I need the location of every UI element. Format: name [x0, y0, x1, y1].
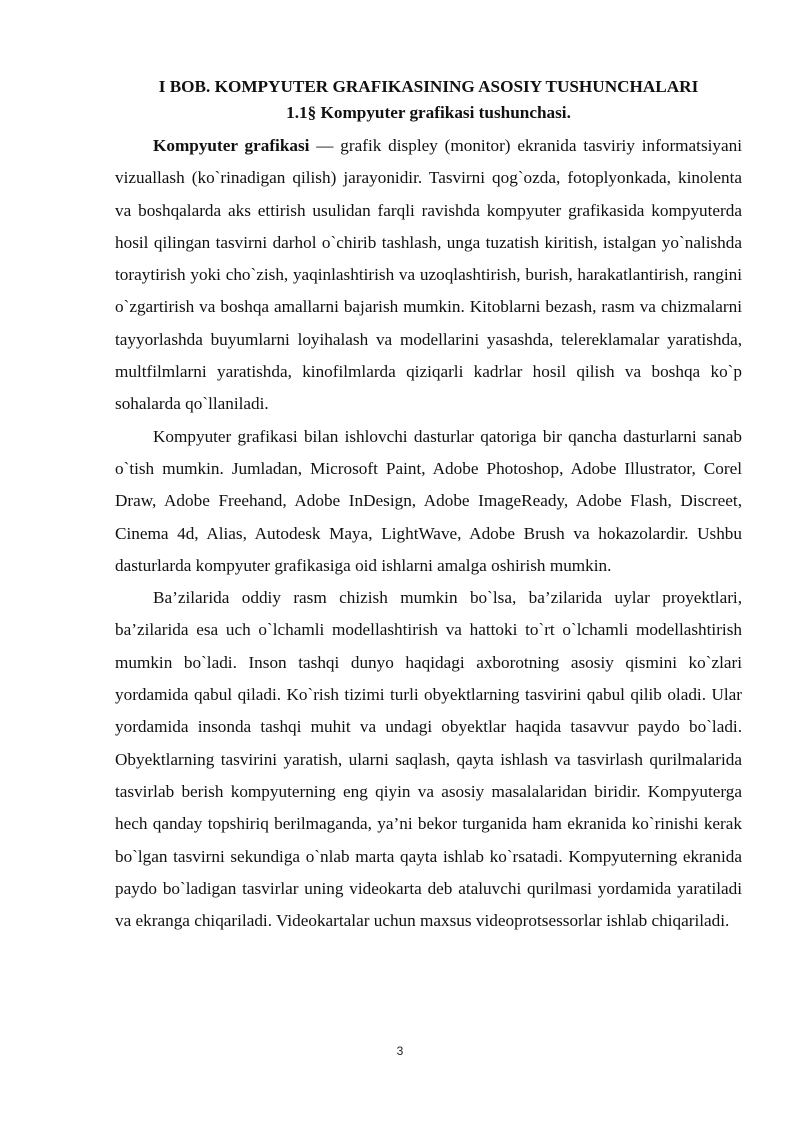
paragraph-3-text: Ba’zilarida oddiy rasm chizish mumkin bo`lsa, ba’zilarida uylar proyektlari, ba’zilarida esa uch o`lchamli modellashtirish va hattoki to`rt o`lchamli modellashtirish mumkin bo`ladi. Inson tashqi dunyo haqidagi axborotning asosiy qismini ko`zlari yordamida qabul qiladi. Ko`rish tizimi turli obyektlarning tasvirini qabul qilib oladi. Ular yordamida insonda tashqi muhit va undagi obyektlar haqida tasavvur paydo bo`ladi. Obyektlarning tasvirini yaratish, ularni saqlash, qayta ishlash va tasvirlash qurilmalarida tasvirlab berish kompyuterning eng qiyin va asosiy masalalaridan biridir. Kompyuterga hech qanday topshiriq berilmaganda, ya’ni bekor turganida ham ekranida ko`rinishi kerak bo`lgan tasvirni sekundiga o`nlab marta qayta ishlab ko`rsatadi. Kompyuterning ekranida paydo bo`ladigan tasvirlar uning videokarta deb ataluvchi qurilmasi yordamida yaratiladi va ekranga chiqariladi. Videokartalar uchun maxsus videoprotsessorlar ishlab chiqariladi.: [115, 588, 742, 931]
chapter-title: I BOB. KOMPYUTER GRAFIKASINING ASOSIY TUSHUNCHALARI: [158, 77, 699, 96]
paragraph-2: [115, 421, 742, 582]
page-content: [115, 74, 742, 937]
term-bold: Kompyuter grafikasi: [153, 136, 310, 155]
paragraph-1: [115, 130, 742, 421]
paragraph-3: [115, 582, 742, 937]
paragraph-1-text: — grafik displey (monitor) ekranida tasviriy informatsiyani vizuallash (ko`rinadigan qilish) jarayonidir. Tasvirni qog`ozda, fotoplyonkada, kinolenta va boshqalarda aks ettirish usulidan farqli ravishda kompyuter grafikasida kompyuterda hosil qilingan tasvirni darhol o`chirib tashlash, unga tuzatish kiritish, istalgan yo`nalishda toraytirish yoki cho`zish, yaqinlashtirish va uzoqlashtirish, burish, harakatlantirish, rangini o`zgartirish va boshqa amallarni bajarish mumkin. Kitoblarni bezash, rasm va chizmalarni tayyorlashda buyumlarni loyihalash va modellarini yasashda, telereklamalar yaratishda, multfilmlarni yaratishda, kinofilmlarda qiziqarli kadrlar hosil qilish va boshqa ko`p sohalarda qo`llaniladi.: [115, 136, 742, 414]
page-number: 3: [396, 1044, 404, 1058]
paragraph-2-text: Kompyuter grafikasi bilan ishlovchi dasturlar qatoriga bir qancha dasturlarni sanab o`tish mumkin. Jumladan, Microsoft Paint, Adobe Photoshop, Adobe Illustrator, Corel Draw, Adobe Freehand, Adobe InDesign, Adobe ImageReady, Adobe Flash, Discreet, Cinema 4d, Alias, Autodesk Maya, LightWave, Adobe Brush va hokazolardir. Ushbu dasturlarda kompyuter grafikasiga oid ishlarni amalga oshirish mumkin.: [115, 426, 742, 575]
section-title: 1.1§ Kompyuter grafikasi tushunchasi.: [286, 103, 571, 122]
